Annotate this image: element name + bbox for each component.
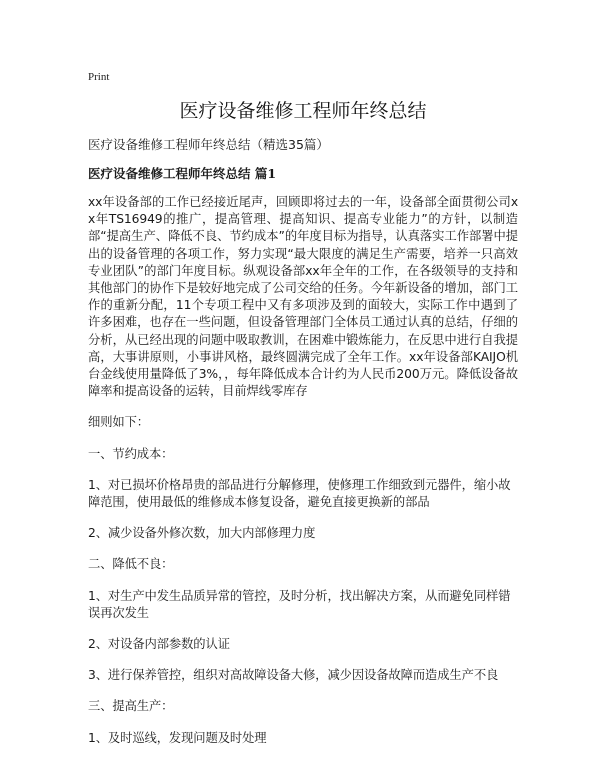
section-heading-cost: 一、节约成本： [88,446,174,461]
document-subtitle: 医疗设备维修工程师年终总结（精选35篇） [88,137,329,152]
document-title: 医疗设备维修工程师年终总结 [179,100,427,122]
list-item: 1、及时巡线，发现问题及时处理 [88,730,267,745]
document-page [88,70,518,761]
section-heading-production: 三、提高生产： [88,699,174,714]
list-item: 1、对生产中发生品质异常的管控，及时分析，找出解决方案，从而避免同样错误再次发生 [88,588,511,620]
list-item: 3、进行保养管控，组织对高故障设备大修，减少因设备故障而造成生产不良 [88,668,499,683]
list-item: 2、对设备内部参数的认证 [88,637,230,652]
intro-paragraph: xx年设备部的工作已经接近尾声，回顾即将过去的一年，设备部全面贯彻公司xx年TS16949的推广，提高管理、提高知识、提高专业能力”的方针，以制造部“提高生产、降低不良、节约成本”的年度目标为指导，认真落实工作部署中提出的设备管理的各项工作，努力实现“最大限度的满足生产需要，培养一只高效专业团队”的部门年度目标。纵观设备部xx年全年的工作，在各级领导的支持和其他部门的协作下是较好地完成了公司交给的任务。今年新设备的增加，部门工作的重新分配，11个专项工程中又有多项涉及到的面较大，实际工作中遇到了许多困难，也存在一些问题，但设备管理部门全体员工通过认真的总结，仔细的分析，从已经出现的问题中吸取教训，在困难中锻炼能力，在反思中进行自我提高，大事讲原则，小事讲风格，最终圆满完成了全年工作。xx年设备部KAIJO机台金线使用量降低了3%，，每年降低成本合计约为人民币200万元。降低设备故障率和提高设备的运转，目前焊线零库存 [88,195,518,399]
section-heading-defects: 二、降低不良： [88,557,174,572]
section-heading: 医疗设备维修工程师年终总结 篇1 [88,166,277,181]
details-intro: 细则如下： [88,415,149,430]
list-item: 1、对已损坏价格昂贵的部品进行分解修理，使修理工作细致到元器件，缩小故障范围，使用最低的维修成本修复设备，避免直接更换新的部品 [88,477,511,510]
print-label[interactable]: Print [88,71,110,83]
list-item: 2、减少设备外修次数，加大内部修理力度 [88,526,316,541]
